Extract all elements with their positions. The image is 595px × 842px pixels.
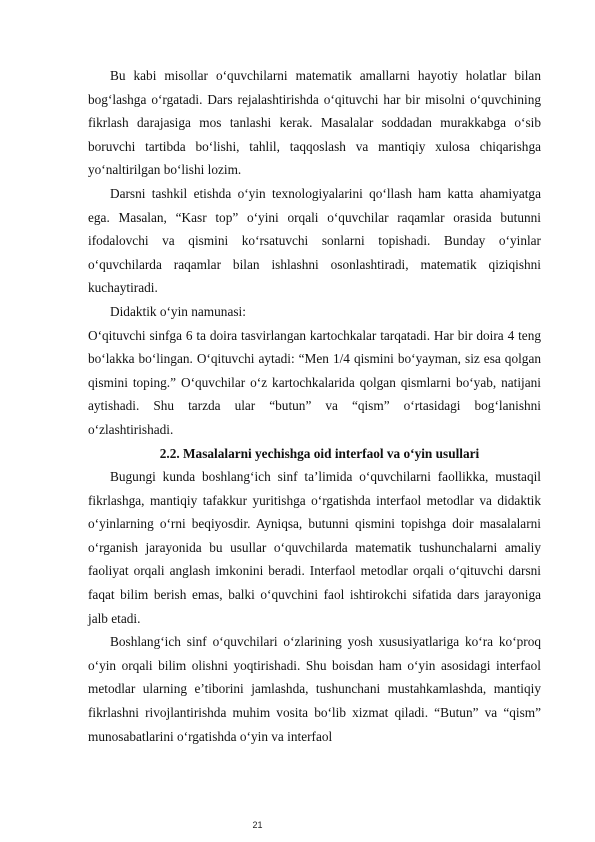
- section-heading: 2.2. Masalalarni yechishga oid interfaol va o‘yin usullari: [159, 445, 480, 461]
- paragraph-misollar: Bu kabi misollar o‘quvchilarni matematik amallarni hayotiy holatlar bilan bog‘lashga o‘rgatadi. Dars rejalashtirishda o‘qituvchi har bir misolni o‘quvchining fikrlash darajasiga mos tanlashi kerak. Masalalar soddadan murakkabga o‘sib boruvchi tartibda bo‘lishi, tahlil, taqqoslash va mantiqiy xulosa chiqarishga yo‘naltirilgan bo‘lishi lozim.: [88, 68, 541, 178]
- paragraph-didaktik-oyin-label: Didaktik o‘yin namunasi:: [110, 303, 246, 319]
- body-text: [88, 64, 541, 748]
- page-number: 21: [252, 820, 263, 830]
- paragraph-boshlangich-sinf: Boshlang‘ich sinf o‘quvchilari o‘zlarining yosh xususiyatlariga ko‘ra ko‘proq o‘yin orqali bilim olishni yoqtirishadi. Shu boisdan ham o‘yin asosidagi interfaol metodlar ularning e’tiborini jamlashda, tushunchani mustahkamlashda, mantiqiy fikrlashni rivojlantirishda muhim vosita bo‘lib xizmat qiladi. “Butun” va “qism” munosabatlarini o‘rgatishda o‘yin va interfaol: [88, 634, 541, 744]
- paragraph-oyin-texnologiyalari: Darsni tashkil etishda o‘yin texnologiyalarini qo‘llash ham katta ahamiyatga ega. Masalan, “Kasr top” o‘yini orqali o‘quvchilar raqamlar orasida butunni ifodalovchi va qismini ko‘rsatuvchi sonlarni topishadi. Bunday o‘yinlar o‘quvchilarda raqamlar bilan ishlashni osonlashtiradi, matematik qiziqishni kuchaytiradi.: [88, 185, 541, 296]
- paragraph-didaktik-oyin-namunasi: O‘qituvchi sinfga 6 ta doira tasvirlangan kartochkalar tarqatadi. Har bir doira 4 teng bo‘lakka bo‘lingan. O‘qituvchi aytadi: “Men 1/4 qismini bo‘yayman, siz esa qolgan qismini toping.” O‘quvchilar o‘z kartochkalarida qolgan qismlarni bo‘yab, natijani aytishadi. Shu tarzda ular “butun” va “qism” o‘rtasidagi bog‘lanishni o‘zlashtirishadi.: [88, 327, 541, 437]
- paragraph-interfaol-metodlar: Bugungi kunda boshlang‘ich sinf ta’limida o‘quvchilarni faollikka, mustaqil fikrlashga, mantiqiy tafakkur yuritishga o‘rgatishda interfaol metodlar va didaktik o‘yinlarning o‘rni beqiyosdir. Ayniqsa, butunni qismini topishga doir masalalarni o‘rganish jarayonida bu usullar o‘quvchilarda matematik tushunchalarni amaliy faoliyat orqali anglash imkonini beradi. Interfaol metodlar orqali o‘qituvchi darsni faqat bilim berish emas, balki o‘quvchini faol ishtirokchi sifatida dars jarayoniga jalb etadi.: [88, 469, 541, 626]
